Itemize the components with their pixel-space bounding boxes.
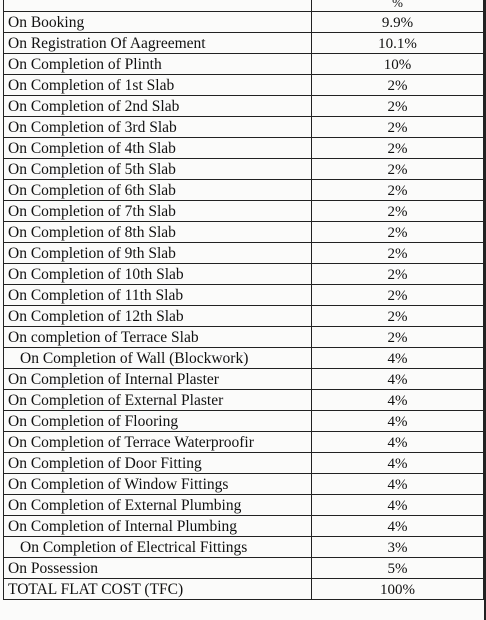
table-row bbox=[4, 411, 484, 432]
stage-cell: On completion of Terrace Slab bbox=[4, 327, 312, 348]
table-header-row bbox=[4, 0, 484, 12]
percent-cell: 4% bbox=[312, 348, 484, 369]
table-row bbox=[4, 264, 484, 285]
table-row bbox=[4, 369, 484, 390]
percent-cell: 4% bbox=[312, 474, 484, 495]
stage-cell: On Completion of 12th Slab bbox=[4, 306, 312, 327]
percent-cell: 10.1% bbox=[312, 33, 484, 54]
table-row bbox=[4, 432, 484, 453]
table-row bbox=[4, 474, 484, 495]
percent-cell: 4% bbox=[312, 495, 484, 516]
percent-cell: 2% bbox=[312, 75, 484, 96]
percent-cell: 4% bbox=[312, 516, 484, 537]
header-percent-cell: % bbox=[312, 0, 484, 12]
percent-cell: 2% bbox=[312, 264, 484, 285]
table-row bbox=[4, 558, 484, 579]
percent-cell: 3% bbox=[312, 537, 484, 558]
percent-cell: 4% bbox=[312, 411, 484, 432]
stage-cell: On Completion of 9th Slab bbox=[4, 243, 312, 264]
stage-cell: On Completion of 8th Slab bbox=[4, 222, 312, 243]
table-row bbox=[4, 327, 484, 348]
table-row bbox=[4, 390, 484, 411]
stage-cell: On Possession bbox=[4, 558, 312, 579]
table-row bbox=[4, 453, 484, 474]
stage-cell: On Completion of Electrical Fittings bbox=[4, 537, 312, 558]
percent-cell: 2% bbox=[312, 243, 484, 264]
table-row bbox=[4, 306, 484, 327]
table-row bbox=[4, 96, 484, 117]
percent-cell: 4% bbox=[312, 432, 484, 453]
table-row bbox=[4, 12, 484, 33]
percent-cell: 2% bbox=[312, 180, 484, 201]
stage-cell: On Completion of Internal Plaster bbox=[4, 369, 312, 390]
stage-cell: On Completion of 5th Slab bbox=[4, 159, 312, 180]
stage-cell: On Completion of 11th Slab bbox=[4, 285, 312, 306]
percent-cell: 2% bbox=[312, 96, 484, 117]
percent-cell: 2% bbox=[312, 327, 484, 348]
percent-cell: 10% bbox=[312, 54, 484, 75]
stage-cell: On Completion of 4th Slab bbox=[4, 138, 312, 159]
percent-cell: 2% bbox=[312, 285, 484, 306]
percent-cell: 5% bbox=[312, 558, 484, 579]
percent-cell: 4% bbox=[312, 369, 484, 390]
stage-cell: On Completion of 10th Slab bbox=[4, 264, 312, 285]
table-row bbox=[4, 243, 484, 264]
table-row bbox=[4, 180, 484, 201]
table-row bbox=[4, 495, 484, 516]
stage-cell: On Registration Of Aagreement bbox=[4, 33, 312, 54]
percent-cell: 2% bbox=[312, 117, 484, 138]
table-row bbox=[4, 159, 484, 180]
stage-cell: TOTAL FLAT COST (TFC) bbox=[4, 579, 312, 600]
header-stage-cell bbox=[4, 0, 312, 12]
table-row bbox=[4, 33, 484, 54]
table-row bbox=[4, 537, 484, 558]
percent-cell: 2% bbox=[312, 201, 484, 222]
percent-cell: 9.9% bbox=[312, 12, 484, 33]
table-row bbox=[4, 117, 484, 138]
stage-cell: On Completion of Wall (Blockwork) bbox=[4, 348, 312, 369]
stage-cell: On Completion of Plinth bbox=[4, 54, 312, 75]
table-row bbox=[4, 516, 484, 537]
stage-cell: On Completion of Internal Plumbing bbox=[4, 516, 312, 537]
percent-cell: 2% bbox=[312, 222, 484, 243]
stage-cell: On Completion of Terrace Waterproofir bbox=[4, 432, 312, 453]
table-row bbox=[4, 285, 484, 306]
stage-cell: On Completion of 2nd Slab bbox=[4, 96, 312, 117]
stage-cell: On Booking bbox=[4, 12, 312, 33]
percent-cell: 2% bbox=[312, 138, 484, 159]
stage-cell: On Completion of 6th Slab bbox=[4, 180, 312, 201]
stage-cell: On Completion of 7th Slab bbox=[4, 201, 312, 222]
payment-schedule-body bbox=[4, 0, 484, 600]
stage-cell: On Completion of External Plaster bbox=[4, 390, 312, 411]
table-row bbox=[4, 75, 484, 96]
payment-schedule-table bbox=[3, 0, 484, 600]
stage-cell: On Completion of External Plumbing bbox=[4, 495, 312, 516]
table-row bbox=[4, 201, 484, 222]
stage-cell: On Completion of Window Fittings bbox=[4, 474, 312, 495]
percent-cell: 2% bbox=[312, 306, 484, 327]
percent-cell: 100% bbox=[312, 579, 484, 600]
percent-cell: 2% bbox=[312, 159, 484, 180]
stage-cell: On Completion of 3rd Slab bbox=[4, 117, 312, 138]
stage-cell: On Completion of Door Fitting bbox=[4, 453, 312, 474]
table-row bbox=[4, 54, 484, 75]
percent-cell: 4% bbox=[312, 390, 484, 411]
percent-cell: 4% bbox=[312, 453, 484, 474]
table-row bbox=[4, 138, 484, 159]
table-row bbox=[4, 348, 484, 369]
stage-cell: On Completion of Flooring bbox=[4, 411, 312, 432]
table-row bbox=[4, 579, 484, 600]
table-row bbox=[4, 222, 484, 243]
stage-cell: On Completion of 1st Slab bbox=[4, 75, 312, 96]
